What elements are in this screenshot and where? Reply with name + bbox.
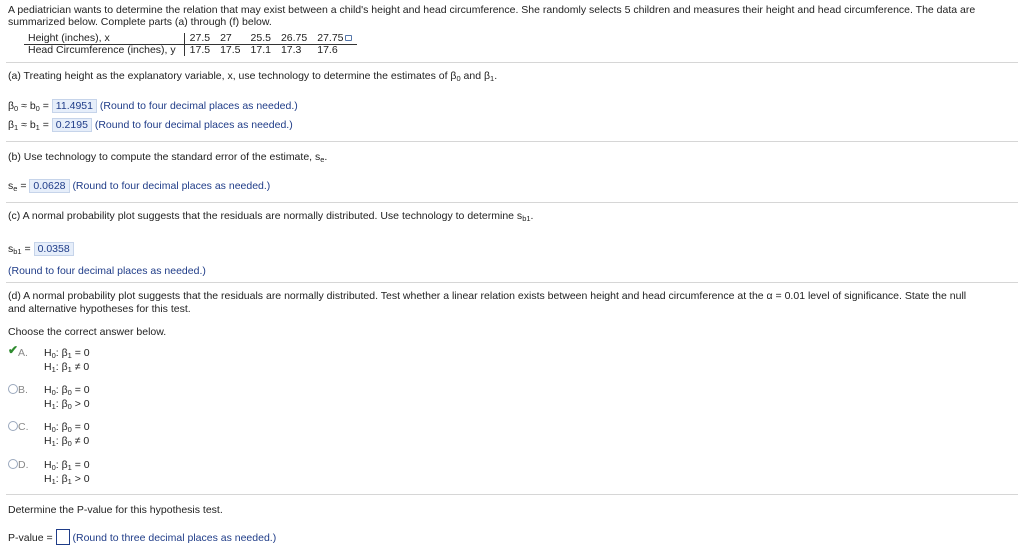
y-value: 17.1 xyxy=(250,44,271,56)
pvalue-row xyxy=(8,529,276,545)
divider xyxy=(6,141,1018,142)
option-a-h0: $H_0$: $\beta_1 = 0$ xyxy=(44,347,90,360)
x-value: 27 xyxy=(215,33,245,45)
option-d-h0: $H_0$: $\beta_1 = 0$ xyxy=(44,459,90,472)
b1-answer-row: $\beta_1 \approx b_1 = 0.2195$ (Round to four decimal places as needed.) xyxy=(8,119,293,132)
x-value: 27.5 xyxy=(184,33,215,45)
part-a-question: (a) Treating height as the explanatory variable, x, use technology to determine the estimates of $\beta_0$ and $\beta_1$. xyxy=(8,70,498,83)
intro-line-1: A pediatrician wants to determine the relation that may exist between a child's height and head circumference. She randomly selects 5 children and measures their height and head circumference. The data are xyxy=(8,4,976,16)
y-value: 17.6 xyxy=(317,44,338,56)
option-c-h1: $H_1$: $\beta_0 \ne 0$ xyxy=(44,435,90,448)
data-table xyxy=(24,33,357,56)
pvalue-input[interactable] xyxy=(56,529,70,545)
y-value: 17.3 xyxy=(280,44,302,56)
radio-icon[interactable] xyxy=(8,421,18,431)
se-answer-row: $s_e = 0.0628$ (Round to four decimal places as needed.) xyxy=(8,180,271,193)
divider xyxy=(6,202,1018,203)
se-round-note: (Round to four decimal places as needed.) xyxy=(72,180,271,192)
divider xyxy=(6,494,1018,495)
divider xyxy=(6,282,1018,283)
option-letter: D. xyxy=(18,459,29,471)
option-b-h1: $H_1$: $\beta_0 > 0$ xyxy=(44,398,90,411)
x-value: 26.75 xyxy=(276,33,312,45)
option-letter: A. xyxy=(18,347,28,359)
option-d-h1: $H_1$: $\beta_1 > 0$ xyxy=(44,473,90,486)
part-c-question: (c) A normal probability plot suggests that the residuals are normally distributed. Use technology to determine $s_{b1}$. xyxy=(8,210,534,223)
y-value: 17.5 xyxy=(189,44,211,56)
option-c-h0: $H_0$: $\beta_0 = 0$ xyxy=(44,421,90,434)
pvalue-prompt: Determine the P-value for this hypothesis test. xyxy=(8,504,223,516)
part-d-question-line-1: (d) A normal probability plot suggests that the residuals are normally distributed. Test whether a linear relation exists between height and head circumference at the α = 0.01 level of significance. State the null xyxy=(8,290,967,302)
radio-icon[interactable] xyxy=(8,459,18,469)
choose-prompt: Choose the correct answer below. xyxy=(8,326,167,338)
se-answer[interactable]: 0.0628 xyxy=(29,179,69,193)
y-value: 17.5 xyxy=(220,44,241,56)
b1-answer[interactable]: 0.2195 xyxy=(52,118,92,132)
x-value-last: 27.75 xyxy=(312,33,356,45)
checkmark-icon: ✔ xyxy=(8,343,19,357)
option-a-h1: $H_1$: $\beta_1 \ne 0$ xyxy=(44,361,90,374)
option-letter: C. xyxy=(18,421,29,433)
x-value: 25.5 xyxy=(246,33,276,45)
radio-icon[interactable] xyxy=(8,384,18,394)
copy-data-icon[interactable] xyxy=(345,35,352,41)
part-d-question-line-2: and alternative hypotheses for this test. xyxy=(8,303,191,315)
sb1-round-note: (Round to four decimal places as needed.) xyxy=(8,265,206,277)
pvalue-round-note: (Round to three decimal places as needed.) xyxy=(72,532,277,544)
b0-answer[interactable]: 11.4951 xyxy=(52,99,97,113)
pvalue-label: P-value = xyxy=(8,532,56,544)
sb1-answer-row: $s_{b1} = 0.0358$ xyxy=(8,243,74,256)
x-label: Height (inches), x xyxy=(24,33,184,45)
b0-answer-row: $\beta_0 \approx b_0 = 11.4951$ (Round to four decimal places as needed.) xyxy=(8,100,298,113)
part-b-question: (b) Use technology to compute the standard error of the estimate, $s_e$. xyxy=(8,151,328,164)
divider xyxy=(6,62,1018,63)
sb1-answer[interactable]: 0.0358 xyxy=(34,242,74,256)
b0-round-note: (Round to four decimal places as needed.) xyxy=(99,100,298,112)
y-label: Head Circumference (inches), y xyxy=(24,45,184,57)
b1-round-note: (Round to four decimal places as needed.) xyxy=(94,119,293,131)
intro-line-2: summarized below. Complete parts (a) through (f) below. xyxy=(8,16,272,28)
option-letter: B. xyxy=(18,384,28,396)
option-b-h0: $H_0$: $\beta_0 = 0$ xyxy=(44,384,90,397)
